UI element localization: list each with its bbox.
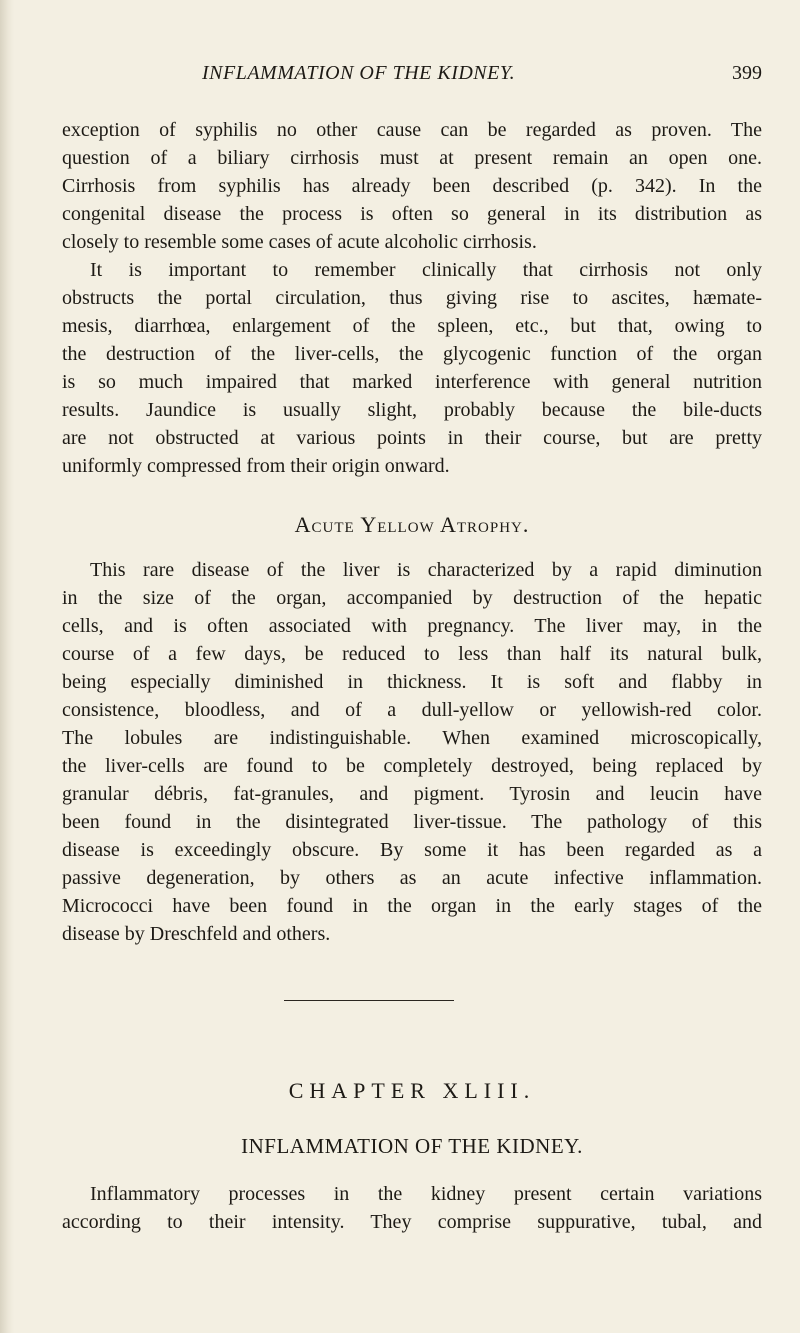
running-head [62, 62, 762, 92]
text-line: is so much impaired that marked interference with general nutrition [62, 371, 762, 393]
text-line: the liver-cells are found to be completely destroyed, being replaced by [62, 755, 762, 777]
text-line: the destruction of the liver-cells, the glycogenic function of the organ [62, 343, 762, 365]
text-line: disease by Dreschfeld and others. [62, 923, 331, 945]
text-line: question of a biliary cirrhosis must at present remain an open one. [62, 147, 762, 169]
text-line: course of a few days, be reduced to less than half its natural bulk, [62, 643, 762, 665]
text-line: consistence, bloodless, and of a dull-yellow or yellowish-red color. [62, 699, 762, 721]
chapter-opening-text: Inflammatory processes in the kidney present certain variations [90, 1183, 762, 1205]
page-number: 399 [732, 62, 762, 84]
chapter-title: INFLAMMATION OF THE KIDNEY. [241, 1134, 583, 1158]
text-line: mesis, diarrhœa, enlargement of the spleen, etc., but that, owing to [62, 315, 762, 337]
text-line: being especially diminished in thickness. It is soft and flabby in [62, 671, 762, 693]
text-line: results. Jaundice is usually slight, probably because the bile-ducts [62, 399, 762, 421]
text-line: are not obstructed at various points in their course, but are pretty [62, 427, 762, 449]
text-line: been found in the disintegrated liver-tissue. The pathology of this [62, 811, 762, 833]
section-divider-rule [284, 1000, 454, 1001]
text-line: The lobules are indistinguishable. When examined microscopically, [62, 727, 762, 749]
text-line [62, 1180, 762, 1208]
running-title: INFLAMMATION OF THE KIDNEY. [202, 62, 516, 84]
text-line: in the size of the organ, accompanied by destruction of the hepatic [62, 587, 762, 609]
text-line: according to their intensity. They comprise suppurative, tubal, and [62, 1211, 762, 1233]
text-line: Cirrhosis from syphilis has already been described (p. 342). In the [62, 175, 762, 197]
text-line: obstructs the portal circulation, thus giving rise to ascites, hæmate- [62, 287, 762, 309]
text-line: exception of syphilis no other cause can be regarded as proven. The [62, 119, 762, 141]
text-line: cells, and is often associated with pregnancy. The liver may, in the [62, 615, 762, 637]
text-line: disease is exceedingly obscure. By some it has been regarded as a [62, 839, 762, 861]
chapter-number: CHAPTER XLIII. [288, 1078, 536, 1103]
text-line: Micrococci have been found in the organ in the early stages of the [62, 895, 762, 917]
text-line: This rare disease of the liver is characterized by a rapid diminution [90, 559, 762, 581]
text-line: congenital disease the process is often so general in its distribution as [62, 203, 762, 225]
page-binding-edge [0, 0, 14, 1333]
text-line: closely to resemble some cases of acute alcoholic cirrhosis. [62, 231, 537, 253]
text-line: It is important to remember clinically that cirrhosis not only [90, 259, 762, 281]
text-line: passive degeneration, by others as an acute infective inflammation. [62, 867, 762, 889]
section-heading: Acute Yellow Atrophy. [294, 512, 530, 537]
text-line: granular débris, fat-granules, and pigment. Tyrosin and leucin have [62, 783, 762, 805]
text-line: uniformly compressed from their origin onward. [62, 455, 450, 477]
